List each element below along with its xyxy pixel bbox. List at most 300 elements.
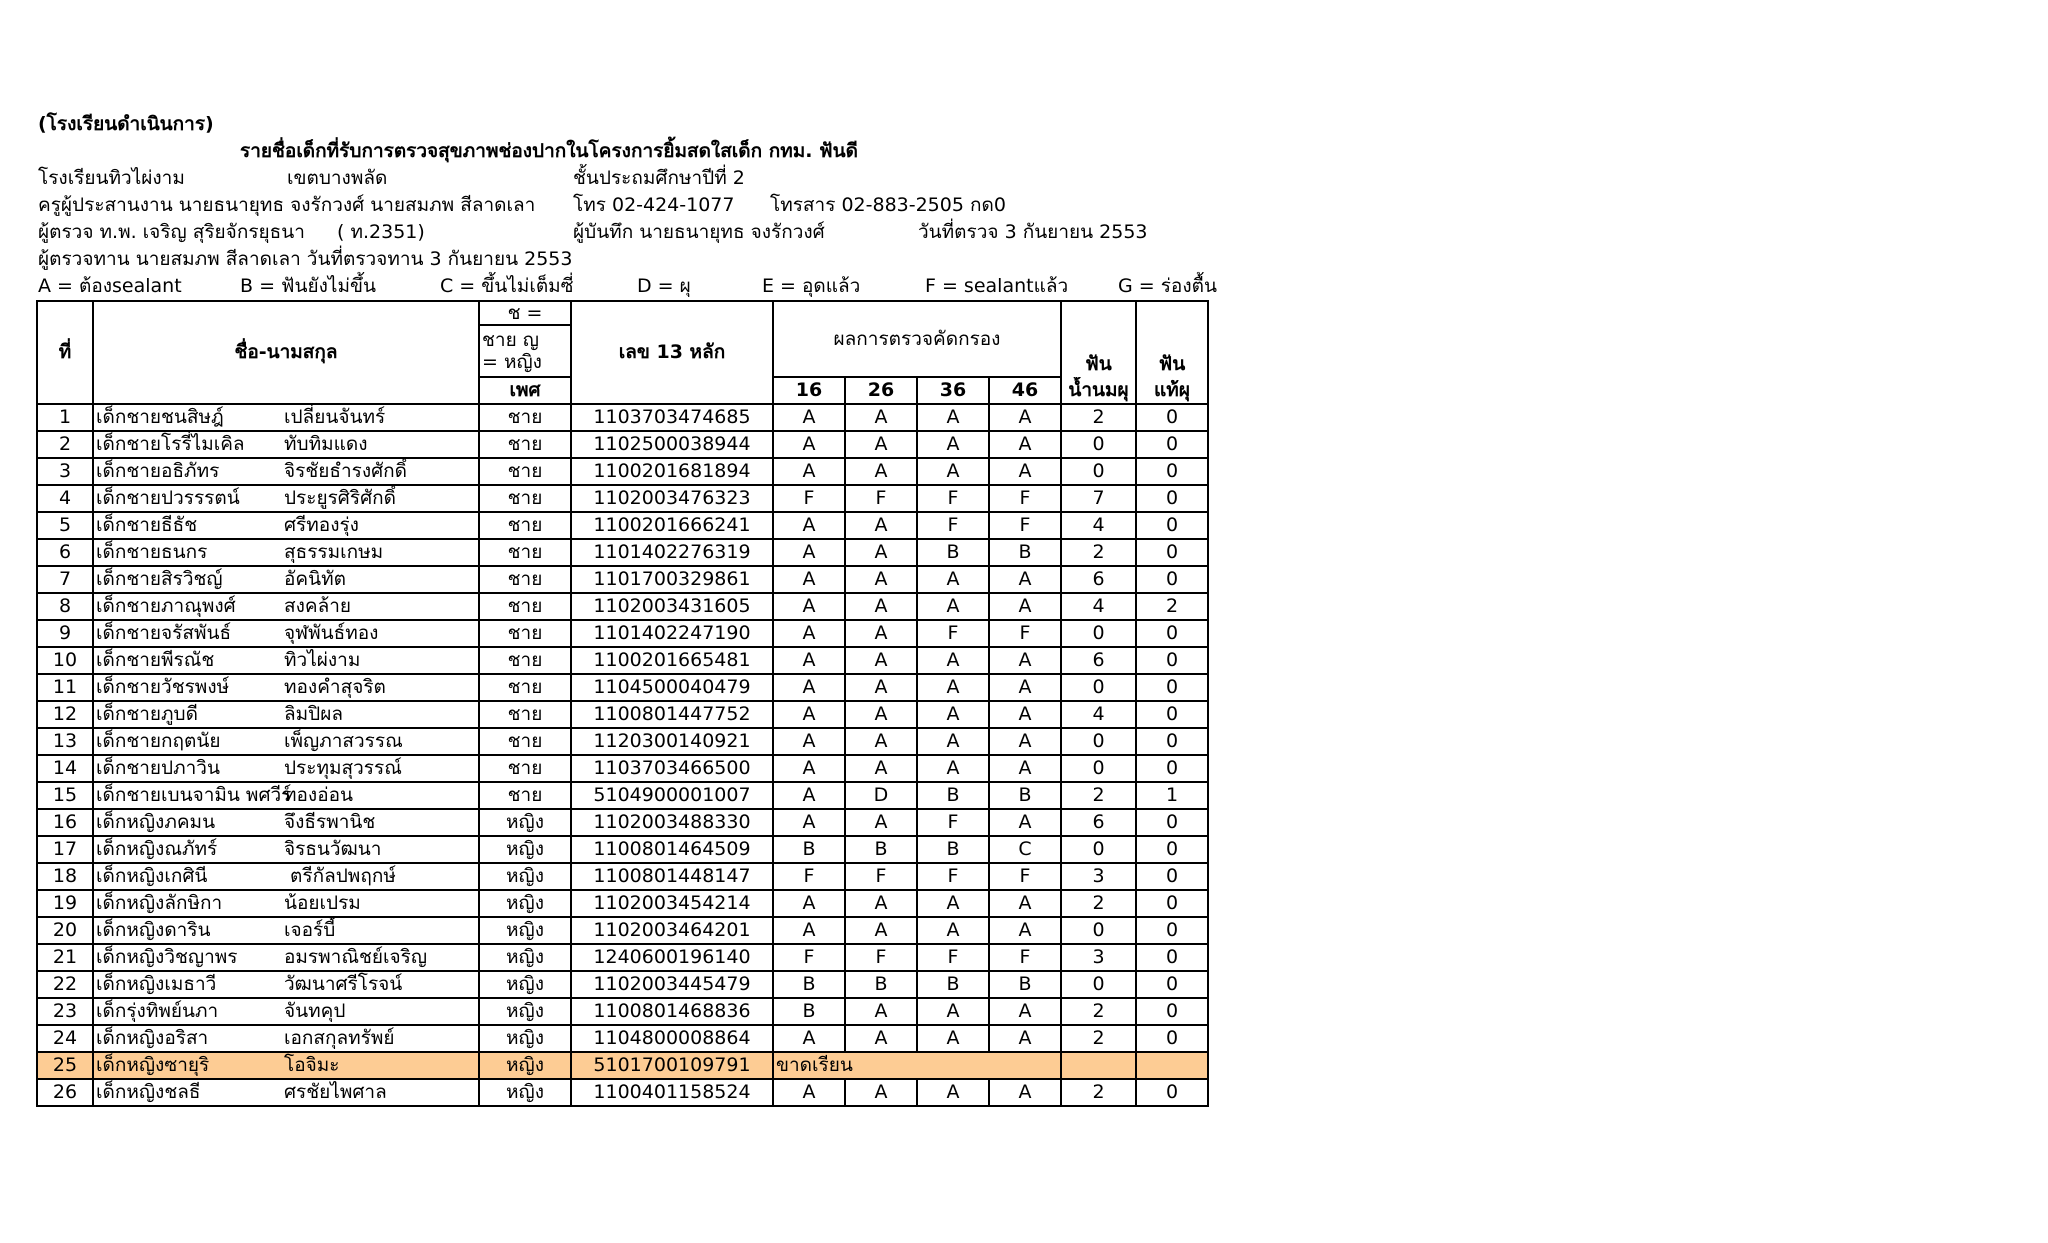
student-name [93, 782, 479, 809]
primary-caries-count: 4 [1061, 512, 1136, 539]
gender: ชาย [479, 728, 571, 755]
tooth-46-result: A [989, 890, 1061, 917]
first-name: เด็กชายอธิภัทร [96, 460, 220, 482]
table-row [37, 539, 1208, 566]
table-row [37, 485, 1208, 512]
row-number: 1 [37, 404, 93, 431]
last-name: ทิวไผ่งาม [284, 649, 361, 671]
tooth-46-result: A [989, 728, 1061, 755]
gender: หญิง [479, 863, 571, 890]
primary-caries-count: 6 [1061, 566, 1136, 593]
gender: ชาย [479, 431, 571, 458]
legend-item: B = ฟันยังไม่ขึ้น [240, 275, 376, 297]
table-row [37, 1079, 1208, 1106]
primary-caries-count: 0 [1061, 674, 1136, 701]
first-name: เด็กหญิงดาริน [96, 919, 211, 941]
gender-note-line: ช = [507, 302, 543, 324]
last-name: อมรพาณิชย์เจริญ [284, 946, 428, 968]
student-name [93, 647, 479, 674]
primary-caries-count: 2 [1061, 782, 1136, 809]
district-name: เขตบางพลัด [287, 167, 388, 189]
last-name: ประยูรศิริศักดิ์ [284, 487, 396, 509]
tooth-36-result: F [917, 809, 989, 836]
first-name: เด็กชายภาณุพงศ์ [96, 595, 236, 617]
permanent-caries-count: 0 [1136, 539, 1208, 566]
legend-item: F = sealantแล้ว [925, 275, 1069, 297]
gender: ชาย [479, 485, 571, 512]
gender: ชาย [479, 539, 571, 566]
student-name [93, 809, 479, 836]
student-name [93, 971, 479, 998]
primary-caries-count: 2 [1061, 998, 1136, 1025]
permanent-caries-count [1136, 1052, 1208, 1079]
tooth-16-result: A [773, 782, 845, 809]
examiner: ผู้ตรวจ ท.พ. เจริญ สุริยจักรยุธนา [38, 221, 305, 243]
row-number: 8 [37, 593, 93, 620]
header-tooth-26: 26 [845, 377, 917, 404]
national-id: 1103703466500 [571, 755, 773, 782]
tooth-16-result: A [773, 431, 845, 458]
national-id: 1101402247190 [571, 620, 773, 647]
tooth-46-result: A [989, 431, 1061, 458]
gender: หญิง [479, 917, 571, 944]
tooth-16-result: A [773, 566, 845, 593]
first-name: เด็กชายชนสิษฎ์ [96, 406, 224, 428]
table-row [37, 944, 1208, 971]
tooth-16-result: A [773, 809, 845, 836]
table-row [37, 620, 1208, 647]
last-name: ทองคำสุจริต [284, 676, 386, 698]
student-name [93, 404, 479, 431]
last-name: ทองอ่อน [284, 784, 354, 806]
header-tooth-16: 16 [773, 377, 845, 404]
permanent-caries-count: 0 [1136, 431, 1208, 458]
row-number: 18 [37, 863, 93, 890]
national-id: 1120300140921 [571, 728, 773, 755]
tooth-16-result: A [773, 1025, 845, 1052]
table-row [37, 458, 1208, 485]
tooth-46-result: F [989, 944, 1061, 971]
primary-caries-count: 0 [1061, 755, 1136, 782]
permanent-caries-count: 0 [1136, 1025, 1208, 1052]
tooth-46-result: A [989, 917, 1061, 944]
header-primary-caries: ฟัน [1061, 301, 1136, 377]
last-name: เพ็ญภาสวรรณ [284, 730, 403, 752]
student-name [93, 620, 479, 647]
student-name [93, 431, 479, 458]
student-name [93, 890, 479, 917]
tooth-36-result: A [917, 701, 989, 728]
tooth-46-result: A [989, 458, 1061, 485]
row-number: 11 [37, 674, 93, 701]
national-id: 1101402276319 [571, 539, 773, 566]
tooth-36-result: F [917, 620, 989, 647]
last-name: ประทุมสุวรรณ์ [284, 757, 402, 779]
gender: หญิง [479, 890, 571, 917]
row-number: 14 [37, 755, 93, 782]
tooth-16-result: A [773, 620, 845, 647]
last-name: จิรชัยธำรงศักดิ์ [284, 460, 408, 482]
tooth-16-result: A [773, 701, 845, 728]
tooth-26-result: A [845, 620, 917, 647]
tooth-46-result: C [989, 836, 1061, 863]
student-name [93, 836, 479, 863]
tooth-46-result: A [989, 674, 1061, 701]
tooth-46-result: A [989, 1079, 1061, 1106]
last-name: อัคนิทัต [284, 568, 346, 590]
gender: ชาย [479, 512, 571, 539]
tooth-46-result: F [989, 863, 1061, 890]
tooth-26-result: A [845, 809, 917, 836]
tooth-16-result: F [773, 944, 845, 971]
row-number: 24 [37, 1025, 93, 1052]
permanent-caries-count: 2 [1136, 593, 1208, 620]
student-name [93, 728, 479, 755]
tooth-46-result: A [989, 755, 1061, 782]
student-name [93, 458, 479, 485]
table-row [37, 809, 1208, 836]
row-number: 19 [37, 890, 93, 917]
permanent-caries-count: 0 [1136, 512, 1208, 539]
tooth-26-result: F [845, 485, 917, 512]
gender: ชาย [479, 566, 571, 593]
row-number: 9 [37, 620, 93, 647]
tooth-26-result: B [845, 971, 917, 998]
table-row [37, 890, 1208, 917]
last-name: สุธรรมเกษม [284, 541, 384, 563]
tooth-26-result: A [845, 728, 917, 755]
gender: หญิง [479, 971, 571, 998]
gender-note-line: ชาย ญ [482, 329, 539, 351]
tooth-36-result: A [917, 917, 989, 944]
permanent-caries-count: 0 [1136, 647, 1208, 674]
gender: หญิง [479, 809, 571, 836]
primary-caries-count: 2 [1061, 890, 1136, 917]
tooth-26-result: A [845, 917, 917, 944]
first-name: เด็กหญิงชลธี [96, 1081, 201, 1103]
primary-caries-count: 6 [1061, 647, 1136, 674]
tooth-36-result: B [917, 836, 989, 863]
table-row [37, 1025, 1208, 1052]
table-row [37, 863, 1208, 890]
tooth-16-result: B [773, 836, 845, 863]
tooth-36-result: A [917, 1025, 989, 1052]
table-row [37, 701, 1208, 728]
row-number: 20 [37, 917, 93, 944]
permanent-caries-count: 0 [1136, 944, 1208, 971]
tooth-16-result: A [773, 1079, 845, 1106]
tooth-26-result: A [845, 1025, 917, 1052]
first-name: เด็กหญิงภคมน [96, 811, 216, 833]
recorder: ผู้บันทึก นายธนายุทธ จงรักวงศ์ [573, 221, 825, 243]
grade-level: ชั้นประถมศึกษาปีที่ 2 [573, 167, 745, 189]
permanent-caries-count: 0 [1136, 917, 1208, 944]
row-number: 7 [37, 566, 93, 593]
first-name: เด็กชายเบนจามิน พศวีร์ [96, 784, 292, 806]
header-permanent-caries: ฟัน [1136, 301, 1208, 377]
national-id: 1102003431605 [571, 593, 773, 620]
tooth-46-result: A [989, 1025, 1061, 1052]
tooth-36-result: A [917, 593, 989, 620]
last-name: จันทคุป [284, 1000, 346, 1022]
gender: ชาย [479, 458, 571, 485]
tooth-36-result: A [917, 431, 989, 458]
first-name: เด็กชายจรัสพันธ์ [96, 622, 232, 644]
tooth-26-result: A [845, 566, 917, 593]
tooth-16-result: A [773, 539, 845, 566]
national-id: 1100201681894 [571, 458, 773, 485]
first-name: เด็กชายวัชรพงษ์ [96, 676, 230, 698]
tooth-46-result: A [989, 404, 1061, 431]
table-row [37, 998, 1208, 1025]
tooth-46-result: A [989, 701, 1061, 728]
tooth-26-result: D [845, 782, 917, 809]
row-number: 15 [37, 782, 93, 809]
row-number: 26 [37, 1079, 93, 1106]
table-row [37, 647, 1208, 674]
legend-item: C = ขึ้นไม่เต็มซี่ [440, 275, 574, 297]
primary-caries-count: 3 [1061, 863, 1136, 890]
exam-date: วันที่ตรวจ 3 กันยายน 2553 [918, 221, 1148, 243]
permanent-caries-count: 0 [1136, 620, 1208, 647]
national-id: 5104900001007 [571, 782, 773, 809]
primary-caries-count: 2 [1061, 1025, 1136, 1052]
tooth-36-result: A [917, 404, 989, 431]
gender: ชาย [479, 674, 571, 701]
table-row [37, 431, 1208, 458]
header-screening: ผลการตรวจคัดกรอง [773, 301, 1061, 377]
first-name: เด็กชายปวรรรตน์ [96, 487, 240, 509]
table-row [37, 674, 1208, 701]
first-name: เด็กหญิงณภัทร์ [96, 838, 218, 860]
tooth-36-result: A [917, 458, 989, 485]
primary-caries-count: 0 [1061, 836, 1136, 863]
national-id: 1104500040479 [571, 674, 773, 701]
primary-caries-count: 4 [1061, 701, 1136, 728]
tooth-36-result: A [917, 566, 989, 593]
tooth-46-result: A [989, 647, 1061, 674]
tooth-46-result: A [989, 566, 1061, 593]
primary-caries-count: 2 [1061, 404, 1136, 431]
student-name [93, 593, 479, 620]
gender: หญิง [479, 1025, 571, 1052]
gender: หญิง [479, 998, 571, 1025]
tooth-26-result: A [845, 512, 917, 539]
last-name: จุฬพันธ์ทอง [284, 622, 379, 644]
tooth-46-result: A [989, 809, 1061, 836]
legend-item: A = ต้องsealant [38, 275, 182, 297]
primary-caries-count: 0 [1061, 728, 1136, 755]
table-row [37, 1052, 1208, 1079]
primary-caries-count: 6 [1061, 809, 1136, 836]
student-name [93, 701, 479, 728]
tooth-46-result: A [989, 593, 1061, 620]
student-name [93, 917, 479, 944]
table-row [37, 566, 1208, 593]
tooth-36-result: A [917, 890, 989, 917]
student-name [93, 863, 479, 890]
national-id: 1102003445479 [571, 971, 773, 998]
gender: ชาย [479, 404, 571, 431]
row-number: 5 [37, 512, 93, 539]
tooth-46-result: A [989, 998, 1061, 1025]
examiner-license: ( ท.2351) [337, 221, 425, 243]
reviewer: ผู้ตรวจทาน นายสมภพ สีลาดเลา วันที่ตรวจทาน 3 กันยายน 2553 [38, 248, 573, 270]
table-row [37, 755, 1208, 782]
permanent-caries-count: 0 [1136, 404, 1208, 431]
first-name: เด็กชายพีรณัช [96, 649, 215, 671]
tooth-26-result: A [845, 431, 917, 458]
tooth-46-result: B [989, 971, 1061, 998]
last-name: เจอร์บี้ [284, 919, 336, 941]
tooth-16-result: A [773, 728, 845, 755]
row-number: 6 [37, 539, 93, 566]
permanent-caries-count: 0 [1136, 566, 1208, 593]
document-title: รายชื่อเด็กที่รับการตรวจสุขภาพช่องปากในโครงการยิ้มสดใสเด็ก กทม. ฟันดี [240, 140, 858, 162]
header-name: ชื่อ-นามสกุล [93, 301, 479, 404]
national-id: 1100401158524 [571, 1079, 773, 1106]
permanent-caries-count: 0 [1136, 485, 1208, 512]
tooth-16-result: B [773, 971, 845, 998]
national-id: 1100801464509 [571, 836, 773, 863]
row-number: 2 [37, 431, 93, 458]
tooth-26-result: A [845, 674, 917, 701]
first-name: เด็กหญิงลักษิกา [96, 892, 223, 914]
primary-caries-count: 4 [1061, 593, 1136, 620]
tooth-26-result: A [845, 404, 917, 431]
tooth-46-result: B [989, 782, 1061, 809]
last-name: สงคล้าย [284, 595, 352, 617]
national-id: 1101700329861 [571, 566, 773, 593]
primary-caries-count: 0 [1061, 971, 1136, 998]
school-name: โรงเรียนทิวไผ่งาม [38, 167, 185, 189]
tooth-16-result: A [773, 674, 845, 701]
tooth-46-result: B [989, 539, 1061, 566]
row-number: 17 [37, 836, 93, 863]
tooth-46-result: F [989, 620, 1061, 647]
national-id: 1240600196140 [571, 944, 773, 971]
permanent-caries-count: 1 [1136, 782, 1208, 809]
gender: หญิง [479, 944, 571, 971]
permanent-caries-count: 0 [1136, 1079, 1208, 1106]
header-id: เลข 13 หลัก [571, 301, 773, 404]
primary-caries-count: 0 [1061, 620, 1136, 647]
tooth-36-result: F [917, 485, 989, 512]
national-id: 1100801447752 [571, 701, 773, 728]
permanent-caries-count: 0 [1136, 971, 1208, 998]
tooth-16-result: B [773, 998, 845, 1025]
tooth-36-result: A [917, 647, 989, 674]
tooth-16-result: F [773, 485, 845, 512]
table-row [37, 404, 1208, 431]
last-name: ลิมปิผล [284, 703, 344, 725]
row-number: 12 [37, 701, 93, 728]
tooth-26-result: A [845, 458, 917, 485]
coordinator: ครูผู้ประสานงาน นายธนายุทธ จงรักวงศ์ นายสมภพ สีลาดเลา [38, 194, 536, 216]
header-no: ที่ [37, 301, 93, 404]
header-row [37, 301, 1208, 325]
first-name: เด็กชายธนกร [96, 541, 208, 563]
first-name: เด็กหญิงซายุริ [96, 1054, 210, 1076]
table-row [37, 512, 1208, 539]
student-name [93, 485, 479, 512]
permanent-caries-count: 0 [1136, 998, 1208, 1025]
primary-caries-count: 2 [1061, 1079, 1136, 1106]
national-id: 1100201665481 [571, 647, 773, 674]
last-name: ศรีทองรุ่ง [284, 514, 359, 536]
student-name [93, 566, 479, 593]
phone: โทร 02-424-1077 [573, 194, 735, 216]
first-name: เด็กชายโรรี่ไมเคิล [96, 433, 245, 455]
row-number: 23 [37, 998, 93, 1025]
last-name: โอจิมะ [284, 1054, 340, 1076]
last-name: เปลี่ยนจันทร์ [284, 406, 386, 428]
primary-caries-count: 3 [1061, 944, 1136, 971]
last-name: วัฒนาศรีโรจน์ [284, 973, 403, 995]
last-name: ตรีกัลปพฤกษ์ [284, 865, 396, 887]
row-number: 25 [37, 1052, 93, 1079]
tooth-16-result: A [773, 458, 845, 485]
gender: ชาย [479, 782, 571, 809]
first-name: เด็กชายกฤตนัย [96, 730, 221, 752]
tooth-16-result: F [773, 863, 845, 890]
permanent-caries-count: 0 [1136, 809, 1208, 836]
tooth-26-result: A [845, 755, 917, 782]
student-name [93, 998, 479, 1025]
primary-caries-count: 0 [1061, 431, 1136, 458]
last-name: เอกสกุลทรัพย์ [284, 1027, 395, 1049]
tooth-36-result: B [917, 782, 989, 809]
header-permanent-caries-2: แท้ผุ [1136, 377, 1208, 404]
header-gender: เพศ [479, 377, 571, 404]
national-id: 1100801448147 [571, 863, 773, 890]
tooth-26-result: F [845, 863, 917, 890]
tooth-26-result: A [845, 1079, 917, 1106]
legend-item: D = ผุ [637, 275, 691, 297]
national-id: 1102003464201 [571, 917, 773, 944]
first-name: เด็กหญิงเกศินี [96, 865, 208, 887]
primary-caries-count: 2 [1061, 539, 1136, 566]
tooth-36-result: F [917, 863, 989, 890]
student-name [93, 944, 479, 971]
permanent-caries-count: 0 [1136, 890, 1208, 917]
row-number: 21 [37, 944, 93, 971]
last-name: น้อยเปรม [284, 892, 361, 914]
last-name: จึงธีรพานิช [284, 811, 376, 833]
first-name: เด็กชายธีธัช [96, 514, 198, 536]
permanent-caries-count: 0 [1136, 674, 1208, 701]
screening-table [36, 300, 1209, 1107]
national-id: 1100801468836 [571, 998, 773, 1025]
header-tooth-46: 46 [989, 377, 1061, 404]
national-id: 5101700109791 [571, 1052, 773, 1079]
gender: ชาย [479, 755, 571, 782]
tooth-36-result: F [917, 512, 989, 539]
gender: หญิง [479, 836, 571, 863]
primary-caries-count: 0 [1061, 917, 1136, 944]
tooth-36-result: A [917, 674, 989, 701]
permanent-caries-count: 0 [1136, 728, 1208, 755]
gender: ชาย [479, 701, 571, 728]
table-row [37, 836, 1208, 863]
tooth-36-result: A [917, 998, 989, 1025]
last-name: ศรชัยไพศาล [284, 1081, 387, 1103]
tooth-26-result: A [845, 890, 917, 917]
student-name [93, 1025, 479, 1052]
tooth-16-result: A [773, 755, 845, 782]
legend-item: G = ร่องตื้น [1118, 275, 1217, 297]
tooth-26-result: A [845, 539, 917, 566]
